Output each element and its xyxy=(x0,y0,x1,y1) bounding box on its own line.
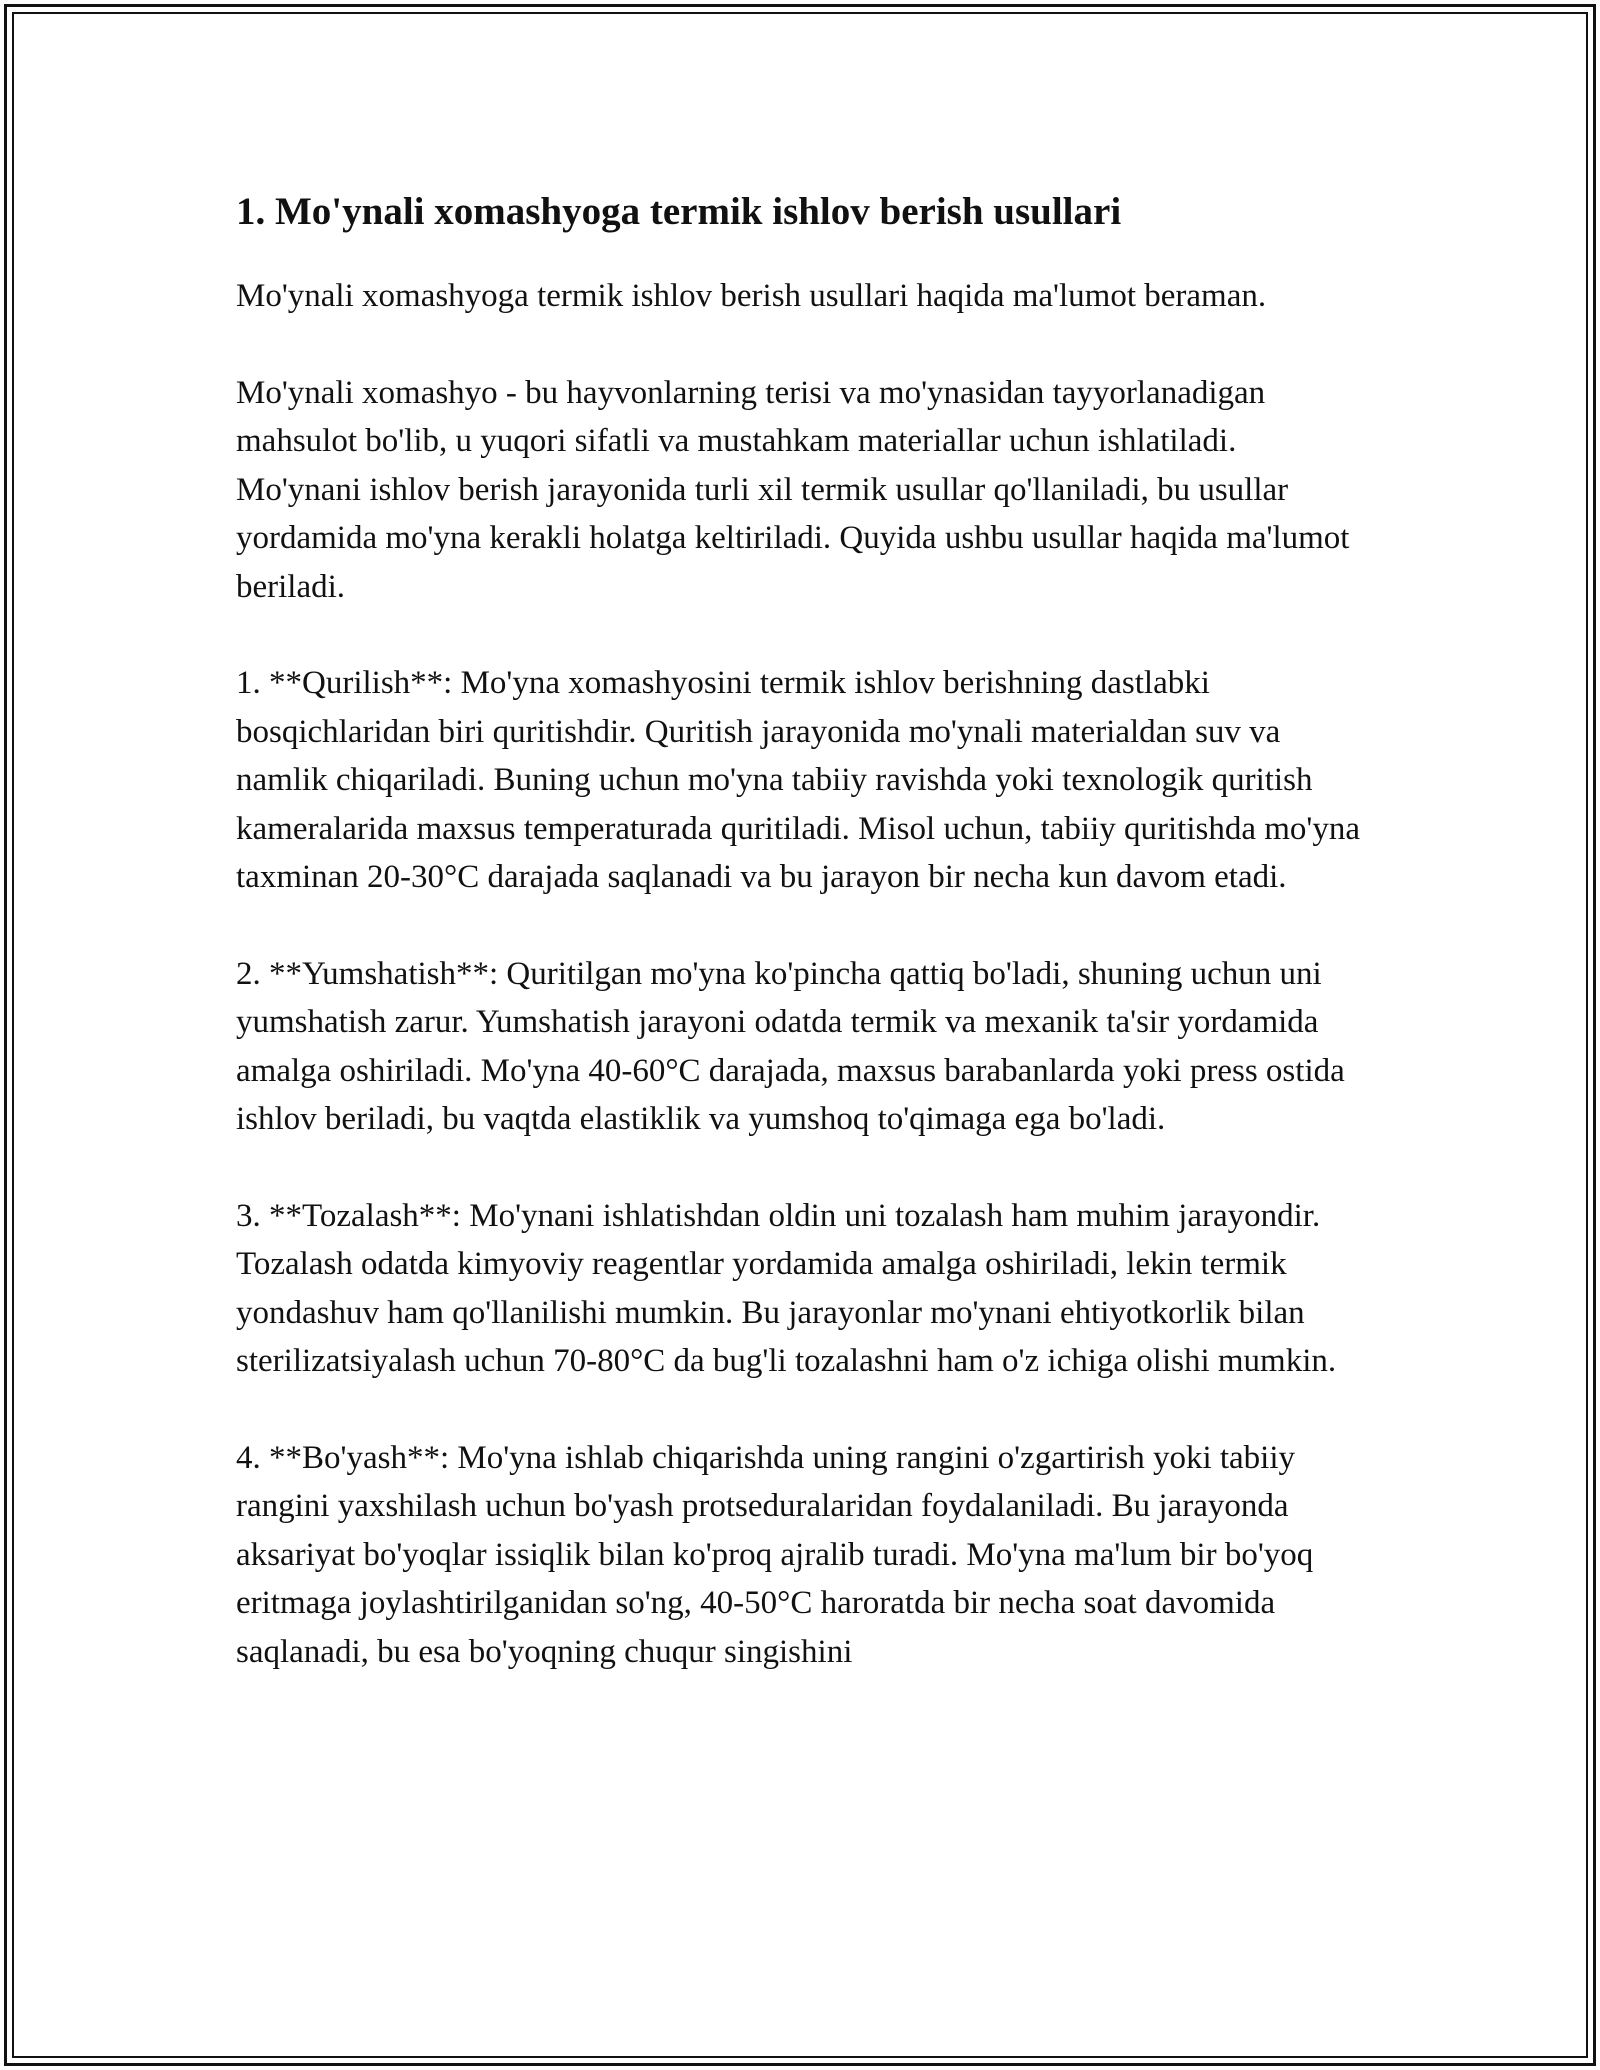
paragraph-softening: 2. **Yumshatish**: Quritilgan mo'yna ko'pincha qattiq bo'ladi, shuning uchun uni yumshatish zarur. Yumshatish jarayoni odatda termik va mexanik ta'sir yordamida amalga oshiriladi. Mo'yna 40-60°C darajada, maxsus barabanlarda yoki press ostida ishlov beriladi, bu vaqtda elastiklik va yumshoq to'qimaga ega bo'ladi. xyxy=(236,955,1345,1137)
paragraph-cleaning: 3. **Tozalash**: Mo'ynani ishlatishdan oldin uni tozalash ham muhim jarayondir. Tozalash odatda kimyoviy reagentlar yordamida amalga oshiriladi, lekin termik yondashuv ham qo'llanilishi mumkin. Bu jarayonlar mo'ynani ehtiyotkorlik bilan sterilizatsiyalash uchun 70-80°C da bug'li tozalashni ham o'z ichiga olishi mumkin. xyxy=(236,1197,1337,1379)
paragraph-dyeing: 4. **Bo'yash**: Mo'yna ishlab chiqarishda uning rangini o'zgartirish yoki tabiiy rangini yaxshilash uchun bo'yash protseduralaridan foydalaniladi. Bu jarayonda aksariyat bo'yoqlar issiqlik bilan ko'proq ajralib turadi. Mo'yna ma'lum bir bo'yoq eritmaga joylashtirilganidan so'ng, 40-50°C haroratda bir necha soat davomida saqlanadi, bu esa bo'yoqning chuqur singishini xyxy=(236,1439,1314,1670)
document-page xyxy=(236,186,1364,1676)
paragraph-intro: Mo'ynali xomashyoga termik ishlov berish usullari haqida ma'lumot beraman. xyxy=(236,278,1267,314)
document-title: 1. Mo'ynali xomashyoga termik ishlov berish usullari xyxy=(236,190,1122,233)
paragraph-overview: Mo'ynali xomashyo - bu hayvonlarning terisi va mo'ynasidan tayyorlanadigan mahsulot bo'lib, u yuqori sifatli va mustahkam materiallar uchun ishlatiladi. Mo'ynani ishlov berish jarayonida turli xil termik usullar qo'llaniladi, bu usullar yordamida mo'yna kerakli holatga keltiriladi. Quyida ushbu usullar haqida ma'lumot beriladi. xyxy=(236,374,1350,605)
paragraph-drying: 1. **Qurilish**: Mo'yna xomashyosini termik ishlov berishning dastlabki bosqichlaridan biri quritishdir. Quritish jarayonida mo'ynali materialdan suv va namlik chiqariladi. Buning uchun mo'yna tabiiy ravishda yoki texnologik quritish kameralarida maxsus temperaturada quritiladi. Misol uchun, tabiiy quritishda mo'yna taxminan 20-30°C darajada saqlanadi va bu jarayon bir necha kun davom etadi. xyxy=(236,665,1360,895)
